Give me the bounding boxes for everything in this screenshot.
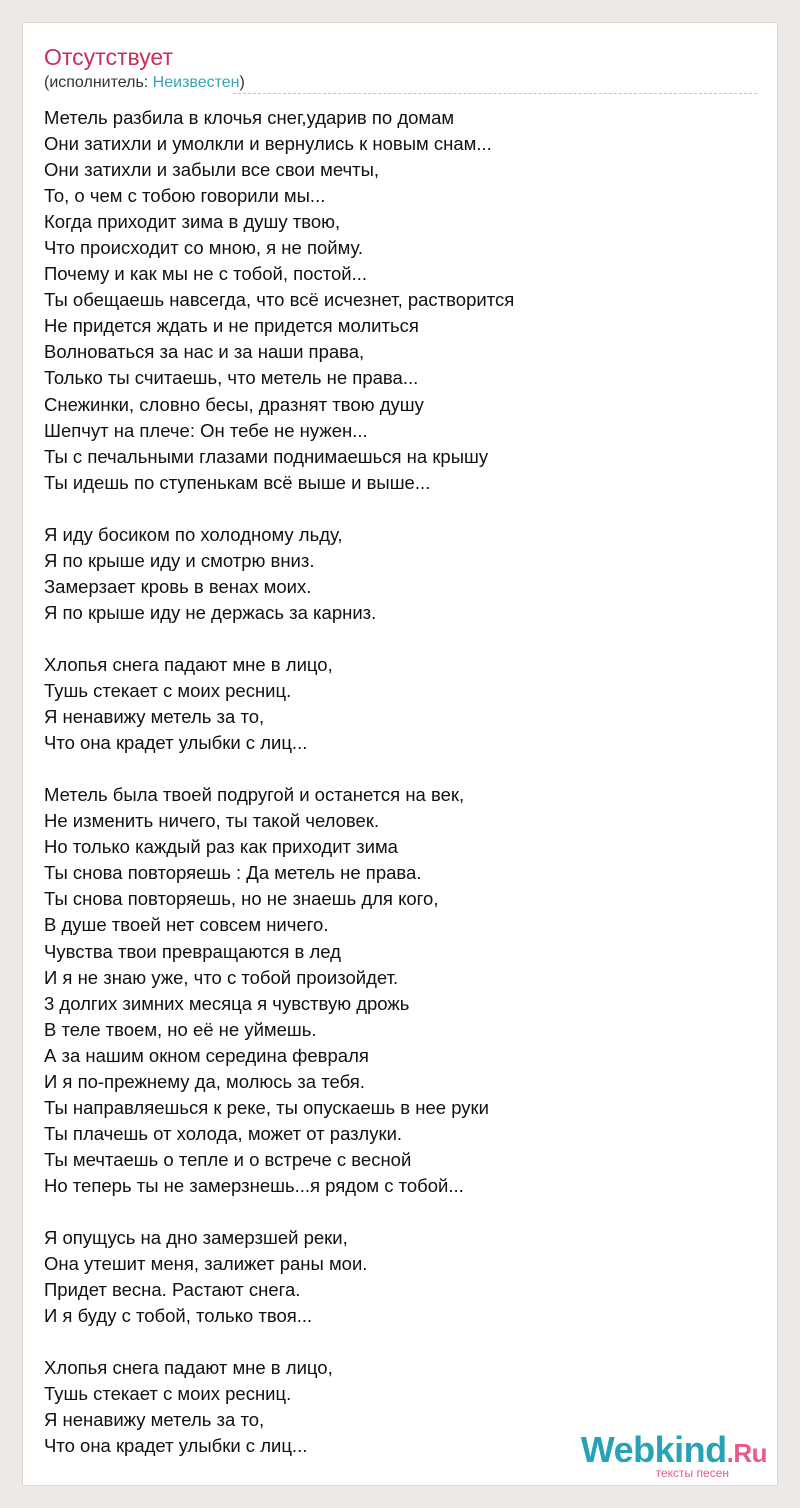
lyric-line: Замерзает кровь в венах моих.: [44, 575, 312, 597]
lyric-line: Тушь стекает с моих ресниц.: [44, 1383, 292, 1405]
stanza-break: [44, 756, 764, 782]
lyric-line: Не изменить ничего, ты такой человек.: [44, 810, 380, 832]
lyric-line: Снежинки, словно бесы, дразнят твою душу: [44, 393, 424, 415]
lyric-line: Ты направляешься к реке, ты опускаешь в нее руки: [44, 1096, 489, 1118]
lyric-line: Волноваться за нас и за наши права,: [44, 341, 365, 363]
lyric-line: Что она крадет улыбки с лиц...: [44, 1435, 308, 1457]
song-title: Отсутствует: [44, 44, 173, 70]
artist-link[interactable]: Неизвестен: [152, 74, 240, 91]
lyric-line: Только ты считаешь, что метель не права...: [44, 367, 419, 389]
lyric-line: Они затихли и забыли все свои мечты,: [44, 159, 380, 181]
title-divider: [233, 93, 757, 94]
lyrics-card: [22, 22, 778, 1486]
lyric-line: Ты снова повторяешь, но не знаешь для кого,: [44, 888, 439, 910]
stanza-break: [44, 1329, 764, 1355]
logo-tagline: тексты песен: [655, 1466, 729, 1480]
lyric-line: 3 долгих зимних месяца я чувствую дрожь: [44, 992, 410, 1014]
lyric-line: То, о чем с тобою говорили мы...: [44, 185, 326, 207]
lyric-line: Почему и как мы не с тобой, постой...: [44, 263, 368, 285]
lyric-line: Хлопья снега падают мне в лицо,: [44, 653, 333, 675]
lyric-line: Что происходит со мною, я не пойму.: [44, 237, 364, 259]
lyric-line: В душе твоей нет совсем ничего.: [44, 914, 329, 936]
lyric-line: Ты с печальными глазами поднимаешься на крышу: [44, 445, 489, 467]
lyric-line: Не придется ждать и не придется молиться: [44, 315, 419, 337]
lyric-line: Ты идешь по ступенькам всё выше и выше...: [44, 471, 431, 493]
lyric-line: В теле твоем, но её не уймешь.: [44, 1018, 317, 1040]
lyric-line: Чувства твои превращаются в лед: [44, 940, 341, 962]
lyric-line: Я ненавижу метель за то,: [44, 1409, 265, 1431]
lyric-line: Я по крыше иду и смотрю вниз.: [44, 549, 315, 571]
lyric-line: А за нашим окном середина февраля: [44, 1044, 369, 1066]
logo-word: Webkind: [580, 1429, 727, 1470]
lyric-line: И я буду с тобой, только твоя...: [44, 1305, 313, 1327]
stanza-break: [44, 1199, 764, 1225]
lyric-line: Я иду босиком по холодному льду,: [44, 523, 343, 545]
lyric-line: Шепчут на плече: Он тебе не нужен...: [44, 419, 368, 441]
artist-suffix: ): [239, 74, 245, 91]
lyric-line: Они затихли и умолкли и вернулись к новым снам...: [44, 133, 492, 155]
artist-prefix: (исполнитель:: [44, 74, 153, 91]
lyric-line: Что она крадет улыбки с лиц...: [44, 732, 308, 754]
lyric-line: Я по крыше иду не держась за карниз.: [44, 601, 377, 623]
lyric-line: Я ненавижу метель за то,: [44, 706, 265, 728]
lyric-line: Когда приходит зима в душу твою,: [44, 211, 341, 233]
lyric-line: Метель разбила в клочья снег,ударив по домам: [44, 107, 455, 128]
lyric-line: Но теперь ты не замерзнешь...я рядом с тобой...: [44, 1174, 464, 1196]
lyric-line: Я опущусь на дно замерзшей реки,: [44, 1227, 348, 1249]
lyric-line: И я по-прежнему да, молюсь за тебя.: [44, 1070, 365, 1092]
stanza-break: [44, 496, 764, 522]
lyric-line: Ты плачешь от холода, может от разлуки.: [44, 1122, 403, 1144]
lyric-line: Хлопья снега падают мне в лицо,: [44, 1357, 333, 1379]
lyric-line: Ты мечтаешь о тепле и о встрече с весной: [44, 1148, 412, 1170]
lyric-line: Тушь стекает с моих ресниц.: [44, 680, 292, 702]
lyric-line: Но только каждый раз как приходит зима: [44, 836, 398, 858]
logo-tld: .Ru: [726, 1438, 767, 1468]
lyric-line: И я не знаю уже, что с тобой произойдет.: [44, 966, 399, 988]
lyric-line: Придет весна. Растают снега.: [44, 1279, 301, 1301]
lyric-line: Ты обещаешь навсегда, что всё исчезнет, растворится: [44, 289, 515, 311]
lyric-line: Метель была твоей подругой и останется на век,: [44, 784, 465, 806]
stanza-break: [44, 626, 764, 652]
lyric-line: Ты снова повторяешь : Да метель не права.: [44, 862, 422, 884]
webkind-logo[interactable]: [571, 1430, 771, 1482]
artist-line: [44, 73, 245, 93]
lyric-line: Она утешит меня, залижет раны мои.: [44, 1253, 368, 1275]
lyrics-text: [44, 105, 764, 1459]
